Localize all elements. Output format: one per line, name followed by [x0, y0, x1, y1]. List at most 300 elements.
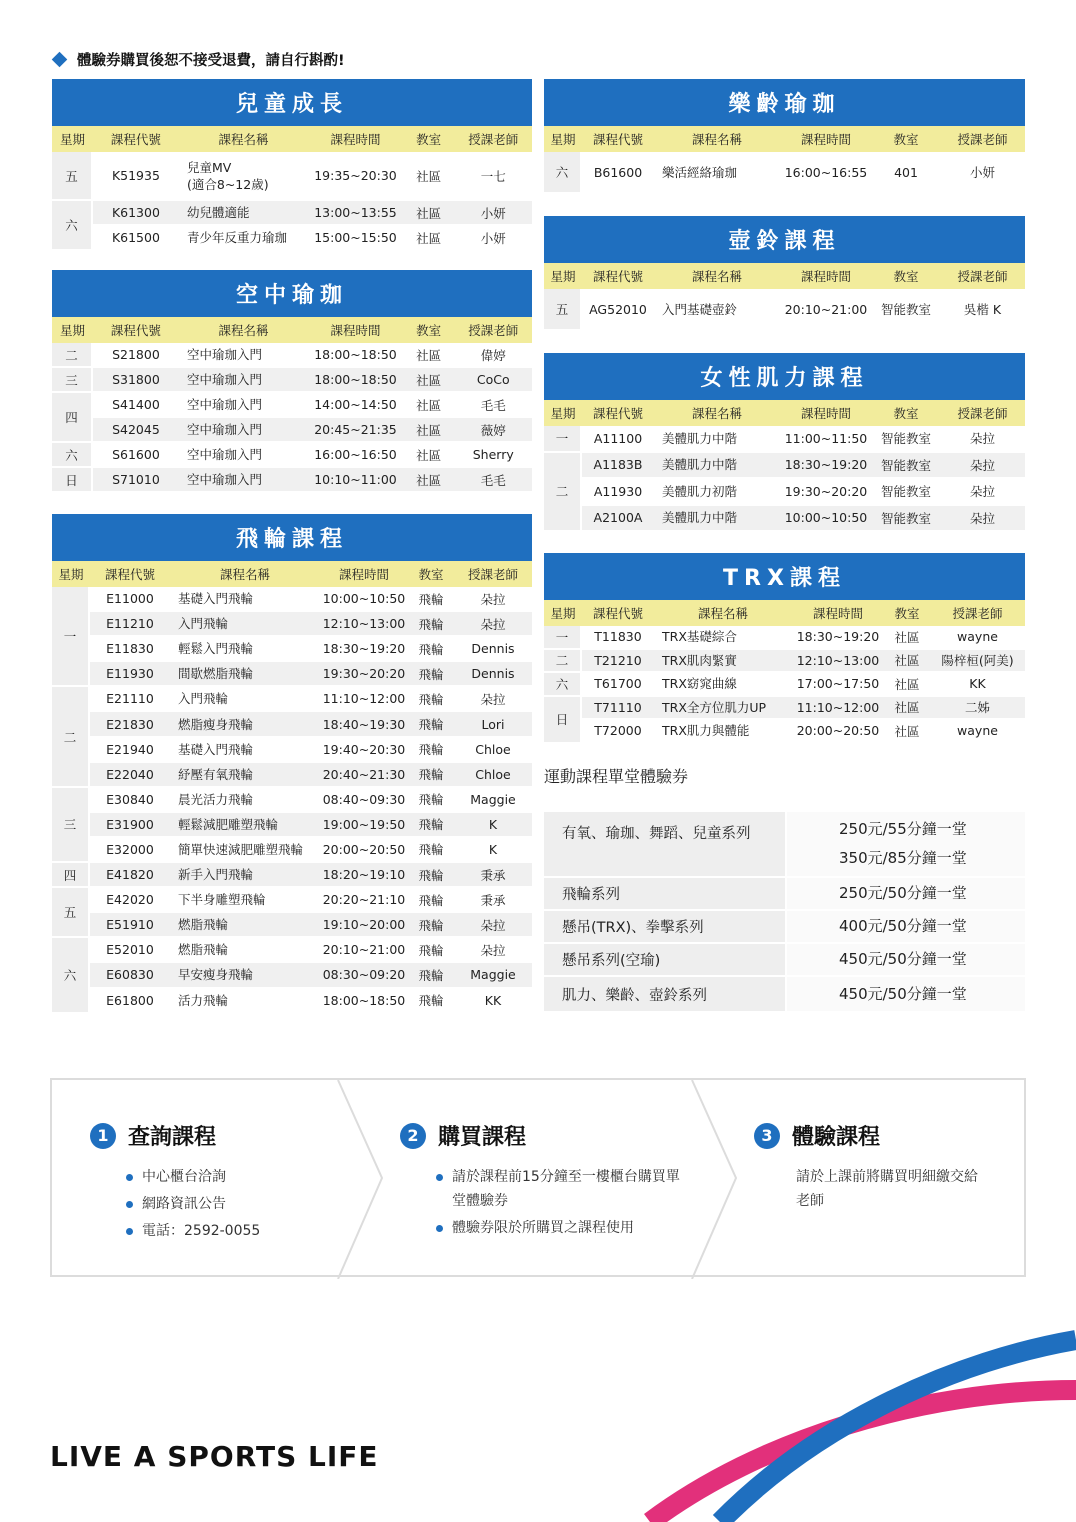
code-cell: E11210 — [90, 612, 170, 637]
code-cell: T61700 — [582, 673, 654, 697]
purchase-steps — [50, 1078, 1026, 1277]
column-header: 課程代號 — [582, 600, 654, 626]
code-cell: S41400 — [93, 393, 179, 418]
column-header: 授課老師 — [454, 561, 532, 587]
column-header: 授課老師 — [940, 263, 1025, 289]
time-cell: 13:00~13:55 — [308, 201, 403, 226]
room-cell: 飛輪 — [408, 788, 454, 813]
code-cell: E42020 — [90, 888, 170, 913]
column-header: 課程代號 — [582, 126, 654, 152]
teacher-cell: Dennis — [454, 637, 532, 662]
weekday-cell: 一 — [544, 626, 582, 650]
kids-panel — [52, 79, 532, 251]
table-row — [544, 506, 1025, 533]
column-header: 課程名稱 — [179, 317, 308, 343]
table-row — [544, 673, 1025, 697]
room-cell: 飛輪 — [408, 989, 454, 1014]
room-cell: 社區 — [403, 443, 455, 468]
code-cell: S71010 — [93, 468, 179, 493]
weekday-cell: 二 — [544, 650, 582, 674]
time-cell: 14:00~14:50 — [308, 393, 403, 418]
weekday-cell: 三 — [52, 368, 93, 393]
room-cell: 社區 — [884, 697, 930, 721]
room-cell: 飛輪 — [408, 763, 454, 788]
name-cell: 幼兒體適能 — [179, 201, 308, 226]
name-cell: 早安瘦身飛輪 — [170, 963, 320, 988]
column-header: 課程代號 — [582, 400, 654, 426]
time-cell: 10:10~11:00 — [308, 468, 403, 493]
room-cell: 智能教室 — [872, 506, 940, 533]
teacher-cell: 一七 — [454, 152, 532, 201]
weekday-cell: 二 — [52, 343, 93, 368]
table-row — [52, 938, 532, 963]
room-cell: 飛輪 — [408, 813, 454, 838]
teacher-cell: 毛毛 — [454, 393, 532, 418]
time-cell: 20:45~21:35 — [308, 418, 403, 443]
table-row — [544, 626, 1025, 650]
column-header: 教室 — [408, 561, 454, 587]
teacher-cell: Chloe — [454, 763, 532, 788]
table-row — [52, 343, 532, 368]
voucher-category: 懸吊(TRX)、拳擊系列 — [544, 911, 787, 942]
column-header: 授課老師 — [454, 126, 532, 152]
code-cell: E21940 — [90, 738, 170, 763]
name-cell: 青少年反重力瑜珈 — [179, 226, 308, 251]
column-header: 課程代號 — [90, 561, 170, 587]
time-cell: 20:10~21:00 — [320, 938, 408, 963]
code-cell: E60830 — [90, 963, 170, 988]
room-cell: 飛輪 — [408, 913, 454, 938]
table-row — [52, 863, 532, 888]
voucher-row — [544, 878, 1025, 911]
time-cell: 19:10~20:00 — [320, 913, 408, 938]
teacher-cell: 毛毛 — [454, 468, 532, 493]
table-row — [52, 393, 532, 418]
weekday-cell: 五 — [544, 289, 582, 331]
course-table — [544, 126, 1025, 194]
voucher-row — [544, 977, 1025, 1013]
table-row — [52, 443, 532, 468]
teacher-cell: 薇婷 — [454, 418, 532, 443]
time-cell: 18:40~19:30 — [320, 712, 408, 737]
voucher-price: 250元/50分鐘一堂 — [839, 884, 967, 902]
room-cell: 智能教室 — [872, 289, 940, 331]
teacher-cell: 朵拉 — [940, 426, 1025, 453]
step-number-1: 1 — [90, 1123, 116, 1149]
time-cell: 20:00~20:50 — [792, 720, 884, 744]
table-row — [544, 453, 1025, 480]
teacher-cell: Maggie — [454, 788, 532, 813]
time-cell: 11:10~12:00 — [320, 687, 408, 712]
panel-title: 壺鈴課程 — [544, 216, 1025, 263]
time-cell: 15:00~15:50 — [308, 226, 403, 251]
name-cell: 美體肌力中階 — [654, 453, 780, 480]
bullet-icon — [126, 1228, 133, 1235]
teacher-cell: 朵拉 — [940, 453, 1025, 480]
column-header: 教室 — [884, 600, 930, 626]
room-cell: 飛輪 — [408, 888, 454, 913]
time-cell: 19:40~20:30 — [320, 738, 408, 763]
room-cell: 社區 — [403, 368, 455, 393]
name-cell: 新手入門飛輪 — [170, 863, 320, 888]
panel-title: 兒童成長 — [52, 79, 532, 126]
weekday-cell: 日 — [544, 697, 582, 744]
code-cell: S21800 — [93, 343, 179, 368]
header-row — [52, 317, 532, 343]
column-header: 課程名稱 — [654, 263, 780, 289]
bullet-icon — [436, 1225, 443, 1232]
room-cell: 飛輪 — [408, 738, 454, 763]
code-cell: E11830 — [90, 637, 170, 662]
panel-title: 樂齡瑜珈 — [544, 79, 1025, 126]
room-cell: 飛輪 — [408, 963, 454, 988]
voucher-category: 有氧、瑜珈、舞蹈、兒童系列 — [544, 812, 787, 876]
time-cell: 18:00~18:50 — [308, 343, 403, 368]
panel-title: 女性肌力課程 — [544, 353, 1025, 400]
column-header: 教室 — [872, 400, 940, 426]
weekday-cell: 六 — [52, 201, 93, 251]
column-header: 課程名稱 — [179, 126, 308, 152]
weekday-cell: 六 — [52, 938, 90, 1013]
step-title: 購買課程 — [438, 1125, 527, 1150]
step-text: 請於上課前將購買明細繳交給老師 — [796, 1169, 978, 1209]
panel-title: 飛輪課程 — [52, 514, 532, 561]
voucher-panel — [544, 764, 1025, 1013]
column-header: 教室 — [403, 126, 455, 152]
teacher-cell: 朵拉 — [454, 913, 532, 938]
column-header: 課程名稱 — [654, 126, 780, 152]
time-cell: 16:00~16:50 — [308, 443, 403, 468]
course-table — [544, 600, 1025, 744]
table-row — [52, 913, 532, 938]
code-cell: S31800 — [93, 368, 179, 393]
column-header: 教室 — [403, 317, 455, 343]
name-cell: 間歇燃脂飛輪 — [170, 662, 320, 687]
table-row — [52, 687, 532, 712]
course-table — [52, 126, 532, 251]
room-cell: 飛輪 — [408, 637, 454, 662]
name-cell: 紓壓有氧飛輪 — [170, 763, 320, 788]
room-cell: 智能教室 — [872, 426, 940, 453]
room-cell: 社區 — [403, 468, 455, 493]
name-cell: 入門基礎壺鈴 — [654, 289, 780, 331]
code-cell: AG52010 — [582, 289, 654, 331]
room-cell: 智能教室 — [872, 479, 940, 506]
table-row — [544, 479, 1025, 506]
column-header: 授課老師 — [454, 317, 532, 343]
weekday-cell: 五 — [52, 888, 90, 938]
bullet-icon — [126, 1201, 133, 1208]
column-header: 課程代號 — [582, 263, 654, 289]
time-cell: 17:00~17:50 — [792, 673, 884, 697]
column-header: 星期 — [544, 400, 582, 426]
table-row — [544, 720, 1025, 744]
weekday-cell: 二 — [544, 453, 582, 533]
column-header: 星期 — [52, 561, 90, 587]
step-item: 體驗券限於所購買之課程使用 — [436, 1216, 686, 1240]
time-cell: 10:00~10:50 — [780, 506, 872, 533]
table-row — [52, 989, 532, 1014]
step-number-2: 2 — [400, 1123, 426, 1149]
column-header: 課程時間 — [308, 126, 403, 152]
time-cell: 08:40~09:30 — [320, 788, 408, 813]
refund-notice — [50, 48, 345, 70]
weekday-cell: 四 — [52, 393, 93, 443]
table-row — [52, 587, 532, 612]
table-row — [52, 712, 532, 737]
table-row — [52, 418, 532, 443]
panel-title: TRX課程 — [544, 553, 1025, 600]
teacher-cell: 朵拉 — [454, 612, 532, 637]
code-cell: E11930 — [90, 662, 170, 687]
weekday-cell: 二 — [52, 687, 90, 787]
header-row — [544, 400, 1025, 426]
time-cell: 10:00~10:50 — [320, 587, 408, 612]
table-row — [52, 201, 532, 226]
name-cell: 空中瑜珈入門 — [179, 368, 308, 393]
room-cell: 智能教室 — [872, 453, 940, 480]
teacher-cell: KK — [930, 673, 1025, 697]
room-cell: 社區 — [884, 626, 930, 650]
name-cell: 活力飛輪 — [170, 989, 320, 1014]
weekday-cell: 三 — [52, 788, 90, 863]
code-cell: T71110 — [582, 697, 654, 721]
name-cell: TRX肌力與體能 — [654, 720, 792, 744]
name-cell: TRX全方位肌力UP — [654, 697, 792, 721]
code-cell: E21110 — [90, 687, 170, 712]
teacher-cell: 秉承 — [454, 888, 532, 913]
voucher-prices — [787, 944, 1025, 975]
code-cell: E30840 — [90, 788, 170, 813]
time-cell: 12:10~13:00 — [320, 612, 408, 637]
voucher-prices — [787, 911, 1025, 942]
aerial-yoga-panel — [52, 270, 532, 493]
teacher-cell: 朵拉 — [940, 479, 1025, 506]
column-header: 星期 — [544, 126, 582, 152]
table-row — [52, 662, 532, 687]
teacher-cell: 偉婷 — [454, 343, 532, 368]
cycling-panel — [52, 514, 532, 1014]
name-cell: 空中瑜珈入門 — [179, 443, 308, 468]
room-cell: 社區 — [884, 650, 930, 674]
room-cell: 飛輪 — [408, 712, 454, 737]
panel-title: 空中瑜珈 — [52, 270, 532, 317]
course-table — [52, 317, 532, 493]
table-row — [52, 888, 532, 913]
time-cell: 19:35~20:30 — [308, 152, 403, 201]
time-cell: 08:30~09:20 — [320, 963, 408, 988]
voucher-price: 350元/85分鐘一堂 — [839, 849, 967, 867]
step-experience — [754, 1120, 986, 1213]
name-cell: 兒童MV (適合8~12歲) — [179, 152, 308, 201]
table-row — [544, 650, 1025, 674]
course-table — [544, 400, 1025, 532]
name-cell: 樂活經絡瑜珈 — [654, 152, 780, 194]
step-purchase — [400, 1120, 686, 1243]
code-cell: T21210 — [582, 650, 654, 674]
table-row — [52, 763, 532, 788]
table-row — [52, 738, 532, 763]
code-cell: K51935 — [93, 152, 179, 201]
name-cell: 晨光活力飛輪 — [170, 788, 320, 813]
voucher-price: 250元/55分鐘一堂 — [839, 820, 967, 838]
code-cell: E11000 — [90, 587, 170, 612]
table-row — [52, 152, 532, 201]
table-row — [52, 226, 532, 251]
column-header: 課程時間 — [780, 126, 872, 152]
code-cell: B61600 — [582, 152, 654, 194]
teacher-cell: K — [454, 813, 532, 838]
header-row — [52, 561, 532, 587]
name-cell: 入門飛輪 — [170, 612, 320, 637]
womens-strength-panel — [544, 353, 1025, 532]
code-cell: E52010 — [90, 938, 170, 963]
name-cell: 燃脂飛輪 — [170, 913, 320, 938]
step-item: 電話：2592-0055 — [126, 1219, 260, 1243]
column-header: 星期 — [52, 126, 93, 152]
teacher-cell: K — [454, 838, 532, 863]
code-cell: A2100A — [582, 506, 654, 533]
step-query — [90, 1120, 260, 1246]
table-row — [52, 368, 532, 393]
name-cell: 燃脂飛輪 — [170, 938, 320, 963]
column-header: 授課老師 — [930, 600, 1025, 626]
voucher-category: 肌力、樂齡、壺鈴系列 — [544, 977, 787, 1011]
name-cell: 基礎入門飛輪 — [170, 738, 320, 763]
table-row — [52, 637, 532, 662]
room-cell: 社區 — [403, 393, 455, 418]
room-cell: 社區 — [403, 152, 455, 201]
room-cell: 飛輪 — [408, 863, 454, 888]
step-number-3: 3 — [754, 1123, 780, 1149]
voucher-price: 450元/50分鐘一堂 — [839, 984, 967, 1003]
kettlebell-panel — [544, 216, 1025, 331]
step-title: 查詢課程 — [128, 1125, 217, 1150]
teacher-cell: Maggie — [454, 963, 532, 988]
weekday-cell: 五 — [52, 152, 93, 201]
teacher-cell: Dennis — [454, 662, 532, 687]
slogan: LIVE A SPORTS LIFE — [50, 1440, 379, 1473]
time-cell: 20:20~21:10 — [320, 888, 408, 913]
code-cell: S61600 — [93, 443, 179, 468]
table-row — [544, 152, 1025, 194]
code-cell: T11830 — [582, 626, 654, 650]
voucher-price: 400元/50分鐘一堂 — [839, 917, 967, 935]
column-header: 教室 — [872, 263, 940, 289]
table-row — [52, 813, 532, 838]
name-cell: 輕鬆入門飛輪 — [170, 637, 320, 662]
column-header: 課程時間 — [308, 317, 403, 343]
name-cell: 燃脂瘦身飛輪 — [170, 712, 320, 737]
name-cell: TRX窈窕曲線 — [654, 673, 792, 697]
header-row — [544, 263, 1025, 289]
voucher-row — [544, 812, 1025, 878]
time-cell: 18:30~19:20 — [780, 453, 872, 480]
code-cell: E51910 — [90, 913, 170, 938]
column-header: 課程時間 — [320, 561, 408, 587]
column-header: 課程名稱 — [654, 400, 780, 426]
teacher-cell: 朵拉 — [454, 687, 532, 712]
name-cell: 美體肌力中階 — [654, 506, 780, 533]
column-header: 課程名稱 — [170, 561, 320, 587]
time-cell: 12:10~13:00 — [792, 650, 884, 674]
code-cell: A11100 — [582, 426, 654, 453]
teacher-cell: wayne — [930, 626, 1025, 650]
voucher-title: 運動課程單堂體驗券 — [544, 767, 689, 786]
name-cell: 基礎入門飛輪 — [170, 587, 320, 612]
table-row — [52, 612, 532, 637]
trx-panel — [544, 553, 1025, 744]
header-row — [544, 600, 1025, 626]
code-cell: A1183B — [582, 453, 654, 480]
time-cell: 19:30~20:20 — [780, 479, 872, 506]
teacher-cell: 小妍 — [454, 226, 532, 251]
time-cell: 16:00~16:55 — [780, 152, 872, 194]
code-cell: E61800 — [90, 989, 170, 1014]
column-header: 課程代號 — [93, 317, 179, 343]
code-cell: E21830 — [90, 712, 170, 737]
table-row — [544, 426, 1025, 453]
diamond-icon — [52, 51, 68, 67]
step-item: 請於課程前15分鐘至一樓櫃台購買單堂體驗券 — [436, 1165, 686, 1213]
name-cell: TRX肌肉緊實 — [654, 650, 792, 674]
voucher-category: 飛輪系列 — [544, 878, 787, 909]
time-cell: 11:10~12:00 — [792, 697, 884, 721]
teacher-cell: 小妍 — [454, 201, 532, 226]
step-item: 網路資訊公告 — [126, 1192, 260, 1216]
teacher-cell: 朵拉 — [940, 506, 1025, 533]
room-cell: 社區 — [403, 226, 455, 251]
header-row — [544, 126, 1025, 152]
name-cell: 空中瑜珈入門 — [179, 343, 308, 368]
column-header: 教室 — [872, 126, 940, 152]
voucher-row — [544, 911, 1025, 944]
column-header: 課程時間 — [792, 600, 884, 626]
room-cell: 社區 — [884, 720, 930, 744]
voucher-category: 懸吊系列(空瑜) — [544, 944, 787, 975]
bullet-icon — [126, 1174, 133, 1181]
code-cell: S42045 — [93, 418, 179, 443]
voucher-prices — [787, 812, 1025, 876]
code-cell: T72000 — [582, 720, 654, 744]
teacher-cell: 吳楷 K — [940, 289, 1025, 331]
column-header: 授課老師 — [940, 400, 1025, 426]
teacher-cell: Chloe — [454, 738, 532, 763]
table-row — [52, 963, 532, 988]
table-row — [544, 697, 1025, 721]
code-cell: K61500 — [93, 226, 179, 251]
voucher-prices — [787, 878, 1025, 909]
teacher-cell: Lori — [454, 712, 532, 737]
teacher-cell: Sherry — [454, 443, 532, 468]
room-cell: 社區 — [403, 201, 455, 226]
teacher-cell: KK — [454, 989, 532, 1014]
code-cell: E32000 — [90, 838, 170, 863]
time-cell: 18:00~18:50 — [308, 368, 403, 393]
table-row — [52, 468, 532, 493]
teacher-cell: 朵拉 — [454, 587, 532, 612]
time-cell: 20:40~21:30 — [320, 763, 408, 788]
column-header: 星期 — [52, 317, 93, 343]
column-header: 課程時間 — [780, 263, 872, 289]
name-cell: 簡單快速減肥雕塑飛輪 — [170, 838, 320, 863]
time-cell: 18:30~19:20 — [320, 637, 408, 662]
senior-yoga-panel — [544, 79, 1025, 194]
time-cell: 18:00~18:50 — [320, 989, 408, 1014]
weekday-cell: 六 — [544, 673, 582, 697]
column-header: 課程時間 — [780, 400, 872, 426]
name-cell: 空中瑜珈入門 — [179, 393, 308, 418]
